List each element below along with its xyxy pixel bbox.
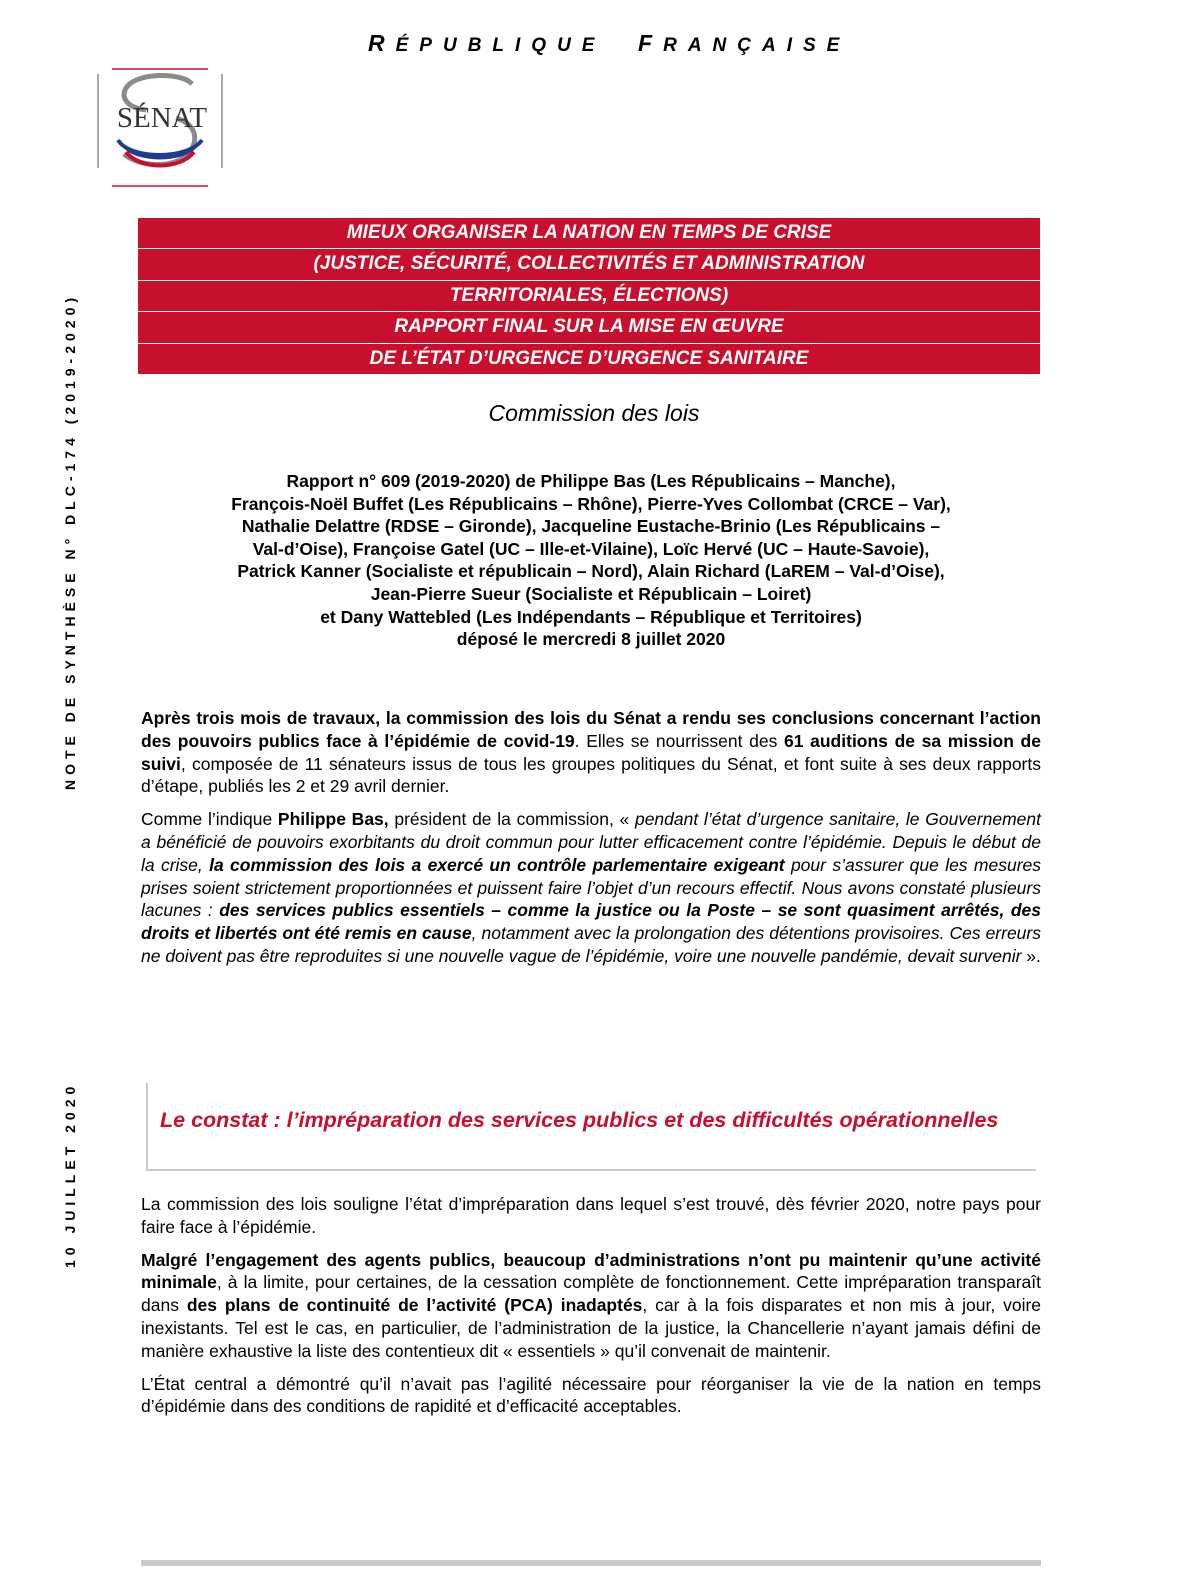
footer-rule [141, 1560, 1041, 1566]
commission-name: Commission des lois [488, 400, 700, 426]
quote-paragraph: Comme l’indique Philippe Bas, président de la commission, « pendant l’état d’urgence sanitaire, le Gouvernement a bénéficié de pouvoirs exorbitants du droit commun pour lutter efficacement contre l’épidémie. Depuis le début de la crise, la commission des lois a exercé un contrôle parlementaire exigeant pour s’assurer que les mesures prises soient strictement proportionnées et puissent faire l’objet d’un recours effectif. Nous avons constaté plusieurs lacunes : des services publics essentiels – comme la justice ou la Poste – se sont quasiment arrêtés, des droits et libertés ont été remis en cause, notamment avec la prolongation des détentions provisoires. Ces erreurs ne doivent pas être reproduites si une nouvelle vague de l’épidémie, voire une nouvelle pandémie, devait survenir ». [141, 809, 1042, 966]
author-line: Nathalie Delattre (RDSE – Gironde), Jacqueline Eustache-Brinio (Les Républicains – [241, 516, 941, 537]
senat-logo [96, 68, 226, 188]
section-paragraph: Malgré l’engagement des agents publics, beaucoup d’administrations n’ont pu maintenir qu’une activité minimale, à la limite, pour certaines, de la cessation complète de fonctionnement. Cette impréparation transparaît dans des plans de continuité de l’activité (PCA) inadaptés, car à la fois disparates et non mis à jour, voire inexistants. Tel est le cas, en particulier, de l’administration de la justice, la Chancellerie n’ayant jamais défini de manière exhaustive la liste des contentieux dit « essentiels » qu’il convenait de maintenir. [141, 1249, 1042, 1361]
author-line: Rapport n° 609 (2019-2020) de Philippe Bas (Les Républicains – Manche), [286, 471, 896, 491]
intro-paragraph: Après trois mois de travaux, la commission des lois du Sénat a rendu ses conclusions concernant l’action des pouvoirs publics face à l’épidémie de covid-19. Elles se nourrissent des 61 auditions de sa mission de suivi, composée de 11 sénateurs issus de tous les groupes politiques du Sénat, et font suite à ses deux rapports d’étape, publiés les 2 et 29 avril dernier. [141, 708, 1041, 797]
author-line: Val-d’Oise), Françoise Gatel (UC – Ille-et-Vilaine), Loïc Hervé (UC – Haute-Savoie), [252, 538, 930, 559]
logo-wordmark: SÉNAT [116, 102, 208, 134]
republique-francaise-header: RÉPUBLIQUE FRANÇAISE [368, 30, 851, 56]
banner-line: TERRITORIALES, ÉLECTIONS) [138, 281, 1040, 311]
author-line: Patrick Kanner (Socialiste et républicain – Nord), Alain Richard (LaREM – Val-d’Oise), [237, 561, 945, 582]
banner-line: MIEUX ORGANISER LA NATION EN TEMPS DE CRISE [138, 218, 1040, 248]
section-paragraph: L’État central a démontré qu’il n’avait pas l’agilité nécessaire pour réorganiser la vie de la nation en temps d’épidémie dans des conditions de rapidité et d’efficacité acceptables. [141, 1373, 1041, 1417]
intro-text [141, 707, 1041, 978]
banner-line: DE L’ÉTAT D’URGENCE D’URGENCE SANITAIRE [138, 344, 1040, 374]
section-text [141, 1193, 1041, 1428]
section-paragraph: La commission des lois souligne l’état d’impréparation dans lequel s’est trouvé, dès février 2020, notre pays pour faire face à l’épidémie. [141, 1194, 1041, 1237]
section-heading-box [146, 1083, 1036, 1171]
banner-line: (JUSTICE, SÉCURITÉ, COLLECTIVITÉS ET ADMINISTRATION [138, 249, 1040, 279]
title-banner [138, 218, 1040, 375]
author-line: Jean-Pierre Sueur (Socialiste et Républicain – Loiret) [370, 583, 812, 604]
author-line: François-Noël Buffet (Les Républicains – Rhône), Pierre-Yves Collombat (CRCE – Var), [231, 493, 951, 514]
banner-line: RAPPORT FINAL SUR LA MISE EN ŒUVRE [138, 312, 1040, 342]
deposit-date: déposé le mercredi 8 juillet 2020 [456, 629, 726, 650]
section-title: Le constat : l’impréparation des services publics et des difficultés opérationnelles [160, 1108, 999, 1132]
report-authors [120, 470, 1062, 651]
author-line: et Dany Wattebled (Les Indépendants – République et Territoires) [320, 606, 862, 627]
